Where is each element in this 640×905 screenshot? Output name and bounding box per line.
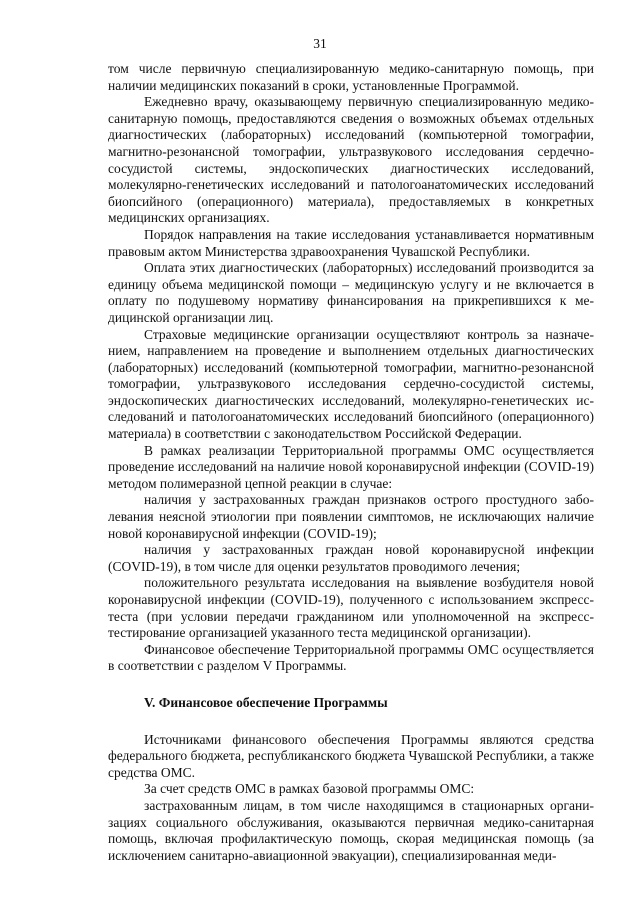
page-number: 31 (313, 36, 327, 51)
paragraph-10: Финансовое обеспечение Территориальной программы ОМС осуществляется в соответствии с разделом V Программы. (108, 641, 594, 674)
paragraph-9: положительного результата исследования на выявление возбудителя новой коронавирусной инфекции (COVID-19), полученного с использованием экспресс-теста (при условии передачи гражданином или уполномоченной на экспресс-тестирование организацией указанного теста медицинской организации). (108, 575, 594, 641)
paragraph-8: наличия у застрахованных граждан новой коронавирусной инфекции (COVID-19), в том числе для оценки результатов проводимого лечения; (108, 542, 594, 574)
paragraph-1: том числе первичную специализированную медико-санитарную помощь, при наличии медицинских показаний в сроки, установленные Программой. (108, 61, 594, 93)
paragraph-5: Страховые медицинские организации осуществляют контроль за назначением, направлением на проведение и выполнением отдельных диагностических (лабораторных) исследований (компьютерной томографии, магнитно-резонансной томографии, ультразвукового исследования сердечно-сосудистой системы, эндоскопических диагностических исследований, молекулярно-генетических исследований и патологоанатомических исследований биопсийного (операционного) материала) в соответствии с законодательством Российской Федерации. (108, 326, 594, 442)
section-heading: V. Финансовое обеспечение Программы (144, 694, 388, 710)
paragraph-3: Порядок направления на такие исследования устанавливается нормативным правовым актом Министерства здравоохранения Чувашской Республики. (108, 226, 594, 259)
spacer (108, 675, 594, 695)
paragraph-4: Оплата этих диагностических (лабораторных) исследований производится за единицу объема медицинской помощи – медицинскую услугу и не включается в оплату по подушевому нормативу финансирования на прикрепившихся к медицинской организации лиц. (108, 260, 594, 325)
paragraph-12: За счет средств ОМС в рамках базовой программы ОМС: (144, 781, 475, 797)
spacer (108, 712, 594, 732)
paragraph-13: застрахованным лицам, в том числе находящимся в стационарных организациях социального обслуживания, оказываются первичная медико-санитарная помощь, включая профилактическую помощь, скорая медицинская помощь (за исключением санитарно-авиационной эвакуации), специализированная меди- (108, 797, 594, 863)
paragraph-7: наличия у застрахованных граждан признаков острого простудного заболевания неясной этиологии при появлении симптомов, не исключающих наличие новой коронавирусной инфекции (COVID-19); (108, 492, 594, 541)
paragraph-2: Ежедневно врачу, оказывающему первичную специализированную медико-санитарную помощь, предоставляются сведения о возможных объемах отдельных диагностических (лабораторных) исследований (компьютерной томографии, магнитно-резонансной томографии, ультразвукового исследования сердечно-сосудистой системы, эндоскопических диагностических исследований, молекулярно-генетических исследований и патологоанатомических исследований биопсийного (операционного) материала), предоставляемых в конкретных медицинских организациях. (108, 94, 594, 226)
paragraph-6: В рамках реализации Территориальной программы ОМС осуществляется проведение исследований на наличие новой коронавирусной инфекции (COVID-19) методом полимеразной цепной реакции в случае: (108, 442, 594, 491)
document-body (108, 61, 594, 864)
paragraph-11: Источниками финансового обеспечения Программы являются средства федерального бюджета, республиканского бюджета Чувашской Республики, а также средства ОМС. (108, 731, 594, 780)
